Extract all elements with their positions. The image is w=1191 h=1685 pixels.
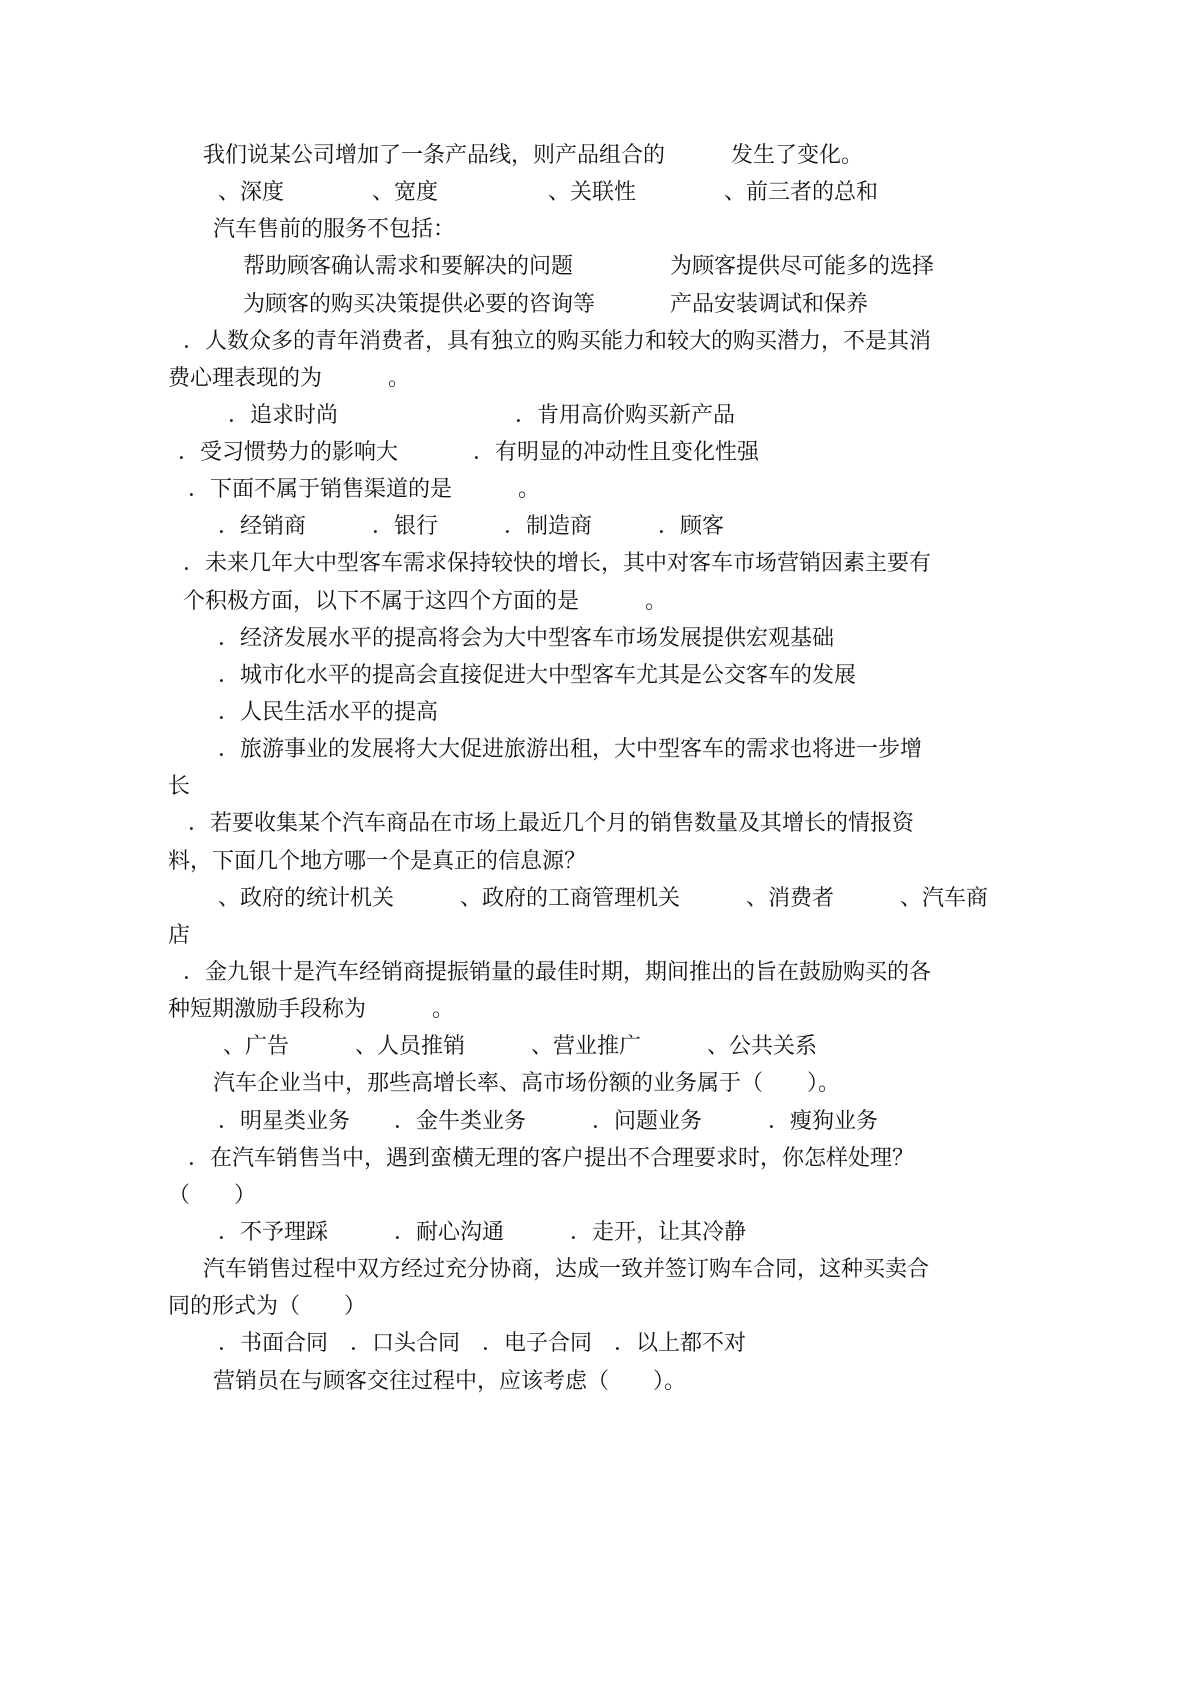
q8-stem: 汽车企业当中，那些高增长率、高市场份额的业务属于（ ）。 [213, 1071, 841, 1096]
q3-option-c: ．受习惯势力的影响大 [178, 440, 399, 465]
q2-option-d: 产品安装调试和保养 [670, 292, 869, 317]
q7-stem-line2: 种短期激励手段称为 。 [168, 997, 455, 1022]
q3-stem-line2: 费心理表现的为 。 [168, 366, 411, 391]
q8-options: ．明星类业务 ．金牛类业务 ．问题业务 ．瘦狗业务 [218, 1109, 879, 1134]
q1-stem: 我们说某公司增加了一条产品线，则产品组合的 发生了变化。 [203, 143, 864, 168]
q9-stem-line2: （ ） [168, 1183, 257, 1208]
q3-option-d: ．有明显的冲动性且变化性强 [473, 440, 760, 465]
q1-options: 、深度 、宽度 、关联性 、前三者的总和 [218, 180, 879, 205]
q9-options: ．不予理踩 ．耐心沟通 ．走开，让其冷静 [218, 1220, 747, 1245]
q6-stem-line2: 料，下面几个地方哪一个是真正的信息源？ [168, 849, 587, 874]
q7-options: 、广告 、人员推销 、营业推广 、公共关系 [223, 1034, 818, 1059]
q5-option-c: ．人民生活水平的提高 [218, 700, 439, 725]
q10-options: ．书面合同 ．口头合同 ．电子合同 ．以上都不对 [218, 1331, 747, 1356]
q5-stem-line2: 个积极方面，以下不属于这四个方面的是 。 [183, 589, 668, 614]
q5-option-d-line2: 长 [168, 774, 191, 799]
q5-option-b: ．城市化水平的提高会直接促进大中型客车尤其是公交客车的发展 [218, 663, 857, 688]
q10-stem-line2: 同的形式为（ ） [168, 1294, 367, 1319]
q4-stem: ．下面不属于销售渠道的是 。 [188, 477, 541, 502]
q11-stem: 营销员在与顾客交往过程中，应该考虑（ ）。 [213, 1369, 687, 1394]
q5-option-a: ．经济发展水平的提高将会为大中型客车市场发展提供宏观基础 [218, 626, 835, 651]
q3-option-b: ．肯用高价购买新产品 [515, 403, 736, 428]
q5-stem-line1: ．未来几年大中型客车需求保持较快的增长，其中对客车市场营销因素主要有 [183, 551, 932, 576]
q3-stem-line1: ．人数众多的青年消费者，具有独立的购买能力和较大的购买潜力，不是其消 [183, 329, 932, 354]
q6-stem-line1: ．若要收集某个汽车商品在市场上最近几个月的销售数量及其增长的情报资 [188, 811, 915, 836]
q10-stem-line1: 汽车销售过程中双方经过充分协商，达成一致并签订购车合同，这种买卖合 [203, 1257, 930, 1282]
q3-option-a: ．追求时尚 [228, 403, 339, 428]
q4-options: ．经销商 ．银行 ．制造商 ．顾客 [218, 514, 725, 539]
q9-stem-line1: ．在汽车销售当中，遇到蛮横无理的客户提出不合理要求时，你怎样处理？ [188, 1146, 915, 1171]
q2-option-a: 帮助顾客确认需求和要解决的问题 [243, 254, 574, 279]
q6-options-line1: 、政府的统计机关 、政府的工商管理机关 、消费者 、汽车商 [218, 886, 989, 911]
q2-option-b: 为顾客提供尽可能多的选择 [670, 254, 935, 279]
q2-stem: 汽车售前的服务不包括： [213, 217, 456, 242]
q6-options-line2: 店 [168, 923, 191, 948]
q5-option-d-line1: ．旅游事业的发展将大大促进旅游出租，大中型客车的需求也将进一步增 [218, 737, 923, 762]
q7-stem-line1: ．金九银十是汽车经销商提振销量的最佳时期，期间推出的旨在鼓励购买的各 [183, 960, 932, 985]
q2-option-c: 为顾客的购买决策提供必要的咨询等 [243, 292, 596, 317]
